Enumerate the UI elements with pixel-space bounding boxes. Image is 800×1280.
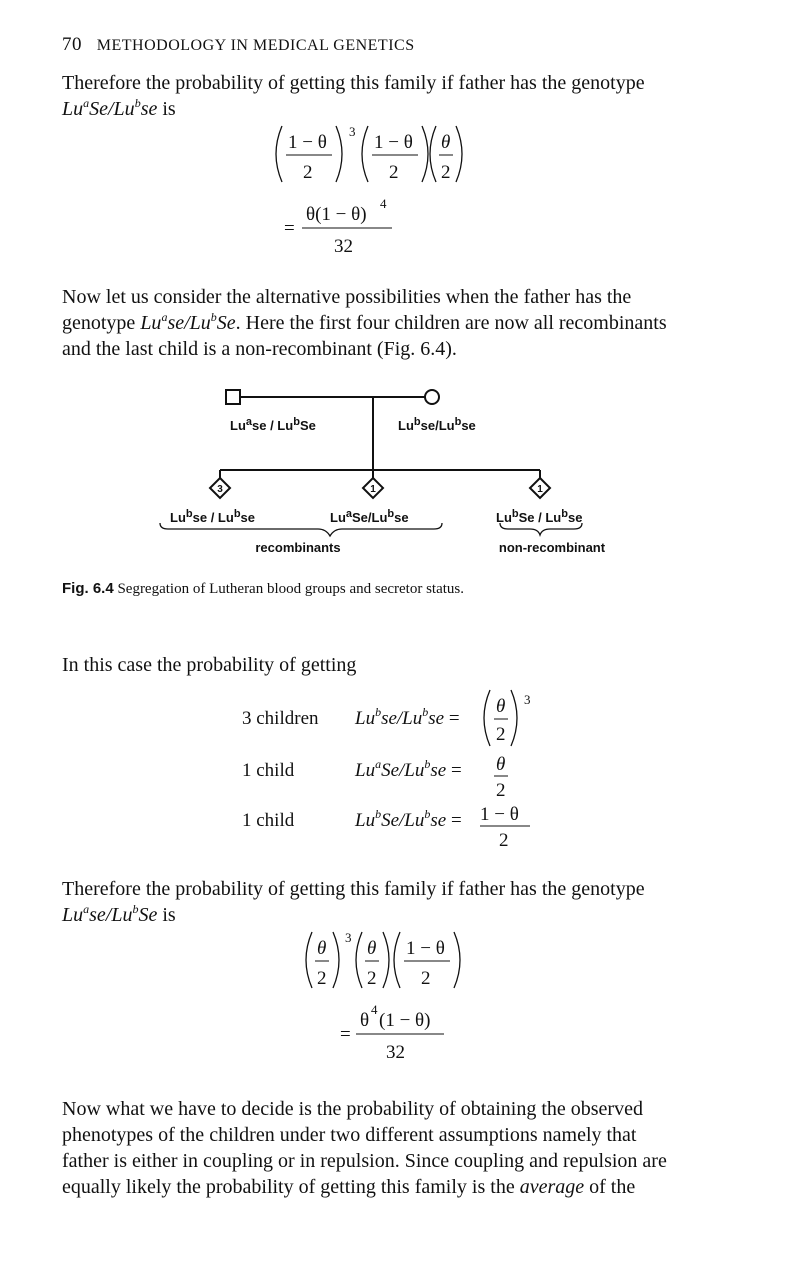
eq2-f1-den: 2 <box>317 968 327 989</box>
eq1-equals: = <box>284 218 295 239</box>
paragraph-5-line-2: phenotypes of the children under two different assumptions namely that <box>62 1124 637 1146</box>
figure-caption-text: Segregation of Lutheran blood groups and secretor status. <box>113 581 465 597</box>
eq1-f2-num: 1 − θ <box>374 132 413 153</box>
paragraph-4-line: Therefore the probability of getting this family if father has the genotype <box>62 878 645 900</box>
eq2-result-num-a: θ <box>360 1010 370 1031</box>
eq1-f2-den: 2 <box>389 162 399 183</box>
recombinants-label: recombinants <box>255 540 341 555</box>
eq2-f3-num: 1 − θ <box>406 938 445 959</box>
eq2-equals: = <box>340 1024 351 1045</box>
figure-caption-label: Fig. 6.4 <box>62 580 114 597</box>
row3-value-den: 2 <box>499 830 509 851</box>
child1-count: 3 <box>217 484 223 495</box>
eq1-f3-den: 2 <box>441 162 451 183</box>
page-number: 70 <box>62 34 82 55</box>
eq1-f1-den: 2 <box>303 162 313 183</box>
paragraph-2 <box>62 284 738 362</box>
paragraph-5-line-3: father is either in coupling or in repulsion. Since coupling and repulsion are <box>62 1150 667 1172</box>
father-genotype-label: Lu$^a$se / Lu$^b$Se <box>230 416 316 433</box>
paragraph-2-line-1: Now let us consider the alternative possibilities when the father has the <box>62 286 632 308</box>
table-row-count: 1 child <box>242 760 295 781</box>
child3-count: 1 <box>537 484 543 495</box>
paragraph-1-genotype: Lu$^a$Se/Lu$^b$se is <box>62 96 176 120</box>
paragraph-5-line-1: Now what we have to decide is the probability of obtaining the observed <box>62 1098 643 1120</box>
figure-caption <box>62 580 464 598</box>
paragraph-3: In this case the probability of getting <box>62 654 357 676</box>
eq2-result-exp: 4 <box>371 1002 378 1017</box>
eq2-f2-den: 2 <box>367 968 377 989</box>
paragraph-1-line: Therefore the probability of getting this family if father has the genotype <box>62 72 645 94</box>
table-row-2 <box>242 760 294 782</box>
running-title: METHODOLOGY IN MEDICAL GENETICS <box>96 37 415 54</box>
row3-value-num: 1 − θ <box>480 804 519 825</box>
paragraph-2-line-3: and the last child is a non-recombinant (Fig. 6.4). <box>62 338 457 360</box>
row1-value-den: 2 <box>496 724 506 745</box>
non-recombinant-label: non-recombinant <box>498 540 606 555</box>
table-row-1-genotype: Lu$^b$se/Lu$^b$se = <box>355 705 460 729</box>
table-row-3-genotype: Lu$^b$Se/Lu$^b$se = <box>355 807 462 831</box>
row1-value-num: θ <box>496 696 506 717</box>
eq1-f1-num: 1 − θ <box>288 132 327 153</box>
paragraph-1 <box>62 70 738 122</box>
child1-genotype-label: Lu$^b$se / Lu$^b$se <box>170 508 256 525</box>
pedigree-figure <box>150 380 650 570</box>
table-row-3 <box>242 810 294 832</box>
row2-value-num: θ <box>496 754 506 775</box>
table-row-1 <box>242 708 319 730</box>
table-row-count: 1 child <box>242 810 295 831</box>
eq1-result-den: 32 <box>334 236 353 257</box>
page-header <box>62 34 415 56</box>
paragraph-5-line-4: equally likely the probability of getting this family is the average of the <box>62 1176 636 1198</box>
paragraph-2-line-2: genotype Lu$^a$se/Lu$^b$Se. Here the first four children are now all recombinants <box>62 310 667 334</box>
eq2-result-den: 32 <box>386 1042 405 1063</box>
mother-genotype-label: Lu$^b$se/Lu$^b$se <box>398 416 476 433</box>
eq2-f1-exp: 3 <box>345 930 352 945</box>
table-values <box>480 684 590 854</box>
eq1-f3-num: θ <box>441 132 451 153</box>
eq1-result-num: θ(1 − θ) <box>306 204 367 225</box>
equation-1 <box>270 122 530 282</box>
paragraph-4 <box>62 876 738 928</box>
eq1-result-exp: 4 <box>380 196 387 211</box>
child2-genotype-label: Lu$^a$Se/Lu$^b$se <box>330 508 409 525</box>
row2-value-den: 2 <box>496 780 506 801</box>
eq2-f1-num: θ <box>317 938 327 959</box>
eq1-f1-exp: 3 <box>349 124 356 139</box>
eq2-f3-den: 2 <box>421 968 431 989</box>
child2-count: 1 <box>370 484 376 495</box>
table-row-count: 3 children <box>242 708 319 729</box>
paragraph-4-genotype: Lu$^a$se/Lu$^b$Se is <box>62 902 176 926</box>
row1-value-exp: 3 <box>524 692 531 707</box>
eq2-f2-num: θ <box>367 938 377 959</box>
father-square <box>226 390 240 404</box>
mother-circle <box>425 390 439 404</box>
equation-2 <box>300 928 540 1078</box>
table-row-2-genotype: Lu$^a$Se/Lu$^b$se = <box>355 757 462 781</box>
eq2-result-num-b: (1 − θ) <box>379 1010 431 1031</box>
child3-genotype-label: Lu$^b$Se / Lu$^b$se <box>496 508 583 525</box>
paragraph-5 <box>62 1096 738 1200</box>
